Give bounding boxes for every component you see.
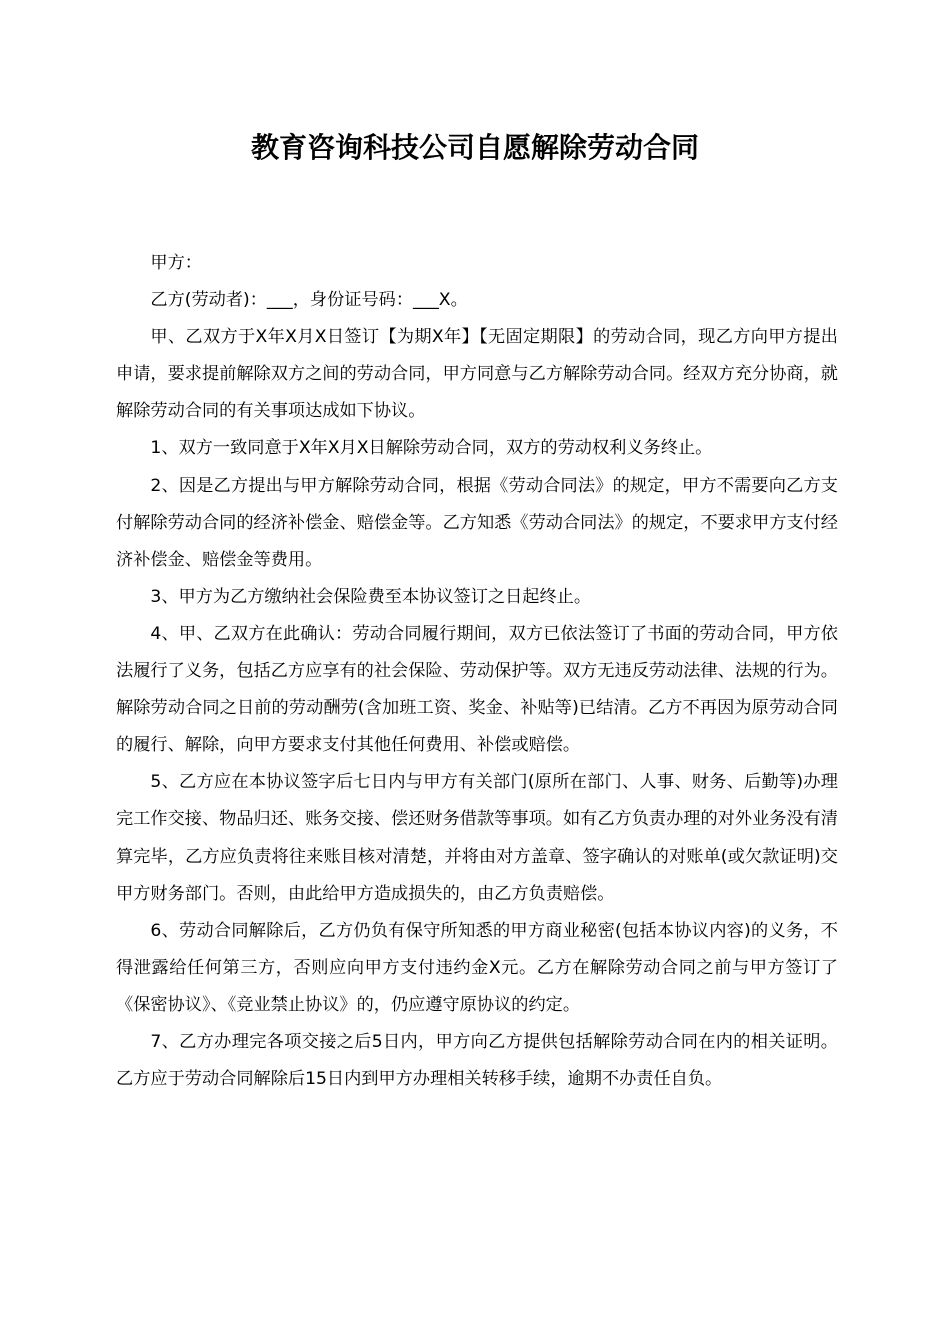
clause-1: 1、双方一致同意于X年X月X日解除劳动合同，双方的劳动权利义务终止。 <box>150 438 713 459</box>
clause-4: 4、甲、乙双方在此确认：劳动合同履行期间，双方已依法签订了书面的劳动合同，甲方依法履行了义务，包括乙方应享有的社会保险、劳动保护等。双方无违反劳动法律、法规的行为。解除劳动合同之日前的劳动酬劳(含加班工资、奖金、补贴等)已结清。乙方不再因为原劳动合同的履行、解除，向甲方要求支付其他任何费用、补偿或赔偿。 <box>116 623 838 756</box>
clause-2: 2、因是乙方提出与甲方解除劳动合同，根据《劳动合同法》的规定，甲方不需要向乙方支付解除劳动合同的经济补偿金、赔偿金等。乙方知悉《劳动合同法》的规定，不要求甲方支付经济补偿金、赔偿金等费用。 <box>116 475 838 570</box>
party-b-line: 乙方(劳动者)：___，身份证号码：___X。 <box>150 290 468 311</box>
preamble-paragraph: 甲、乙双方于X年X月X日签订【为期X年】【无固定期限】的劳动合同，现乙方向甲方提出申请，要求提前解除双方之间的劳动合同，甲方同意与乙方解除劳动合同。经双方充分协商，就解除劳动合同的有关事项达成如下协议。 <box>116 327 838 422</box>
document-body <box>116 245 838 1098</box>
party-a-line: 甲方： <box>150 253 202 273</box>
clause-7: 7、乙方办理完各项交接之后5日内，甲方向乙方提供包括解除劳动合同在内的相关证明。乙方应于劳动合同解除后15日内到甲方办理相关转移手续，逾期不办责任自负。 <box>116 1031 838 1090</box>
clause-6: 6、劳动合同解除后，乙方仍负有保守所知悉的甲方商业秘密(包括本协议内容)的义务，不得泄露给任何第三方，否则应向甲方支付违约金X元。乙方在解除劳动合同之前与甲方签订了《保密协议》、《竞业禁止协议》的，仍应遵守原协议的约定。 <box>116 920 838 1015</box>
document-title: 教育咨询科技公司自愿解除劳动合同 <box>250 131 699 164</box>
clause-5: 5、乙方应在本协议签字后七日内与甲方有关部门(原所在部门、人事、财务、后勤等)办理完工作交接、物品归还、账务交接、偿还财务借款等事项。如有乙方负责办理的对外业务没有清算完毕，乙方应负责将往来账目核对清楚，并将由对方盖章、签字确认的对账单(或欠款证明)交甲方财务部门。否则，由此给甲方造成损失的，由乙方负责赔偿。 <box>116 772 838 904</box>
clause-3: 3、甲方为乙方缴纳社会保险费至本协议签订之日起终止。 <box>150 586 592 607</box>
